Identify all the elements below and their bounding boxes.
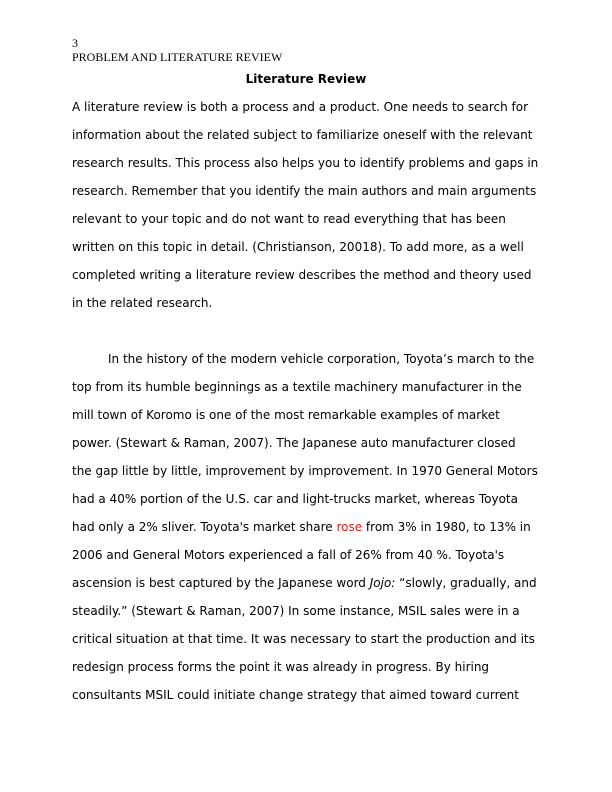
section-title: Literature Review bbox=[245, 72, 367, 86]
highlighted-word: rose bbox=[336, 520, 363, 534]
paragraph-line: steadily.” (Stewart & Raman, 2007) In some instance, MSIL sales were in a bbox=[72, 604, 520, 618]
paragraph-line: had a 40% portion of the U.S. car and light-trucks market, whereas Toyota bbox=[72, 492, 518, 506]
paragraph-line: information about the related subject to familiarize oneself with the relevant bbox=[72, 128, 533, 142]
paragraph-line: In the history of the modern vehicle corporation, Toyota’s march to the bbox=[108, 352, 535, 366]
paragraph-line: written on this topic in detail. (Christianson, 20018). To add more, as a well bbox=[72, 240, 524, 254]
paragraph-line bbox=[72, 513, 542, 541]
paragraph-line bbox=[72, 569, 542, 597]
paragraph-line: relevant to your topic and do not want to read everything that has been bbox=[72, 212, 506, 226]
page-number: 3 bbox=[72, 36, 78, 50]
paragraph-line: in the related research. bbox=[72, 296, 213, 310]
paragraph-2 bbox=[72, 345, 542, 709]
text-run: “slowly, gradually, and bbox=[395, 576, 537, 590]
text-run: had only a 2% sliver. Toyota's market share bbox=[72, 520, 337, 534]
paragraph-line: consultants MSIL could initiate change strategy that aimed toward current bbox=[72, 688, 519, 702]
paragraph-line: A literature review is both a process and a product. One needs to search for bbox=[72, 100, 529, 114]
paragraph-line: power. (Stewart & Raman, 2007). The Japanese auto manufacturer closed bbox=[72, 436, 516, 450]
text-run: from 3% in 1980, to 13% in bbox=[362, 520, 531, 534]
paragraph-line: redesign process forms the point it was already in progress. By hiring bbox=[72, 660, 490, 674]
paragraph-line: research results. This process also helps you to identify problems and gaps in bbox=[72, 156, 539, 170]
paragraph-line: completed writing a literature review describes the method and theory used bbox=[72, 268, 532, 282]
paragraph-line: top from its humble beginnings as a textile machinery manufacturer in the bbox=[72, 380, 522, 394]
running-header: PROBLEM AND LITERATURE REVIEW bbox=[72, 50, 283, 64]
paragraph-line: research. Remember that you identify the main authors and main arguments bbox=[72, 184, 537, 198]
italic-word: Jojo: bbox=[369, 576, 396, 590]
paragraph-1 bbox=[72, 93, 542, 317]
paragraph-line: 2006 and General Motors experienced a fall of 26% from 40 %. Toyota's bbox=[72, 548, 505, 562]
paragraph-line: the gap little by little, improvement by improvement. In 1970 General Motors bbox=[72, 464, 538, 478]
paragraph-line: mill town of Koromo is one of the most remarkable examples of market bbox=[72, 408, 500, 422]
paragraph-line: critical situation at that time. It was necessary to start the production and its bbox=[72, 632, 535, 646]
text-run: ascension is best captured by the Japanese word bbox=[72, 576, 370, 590]
